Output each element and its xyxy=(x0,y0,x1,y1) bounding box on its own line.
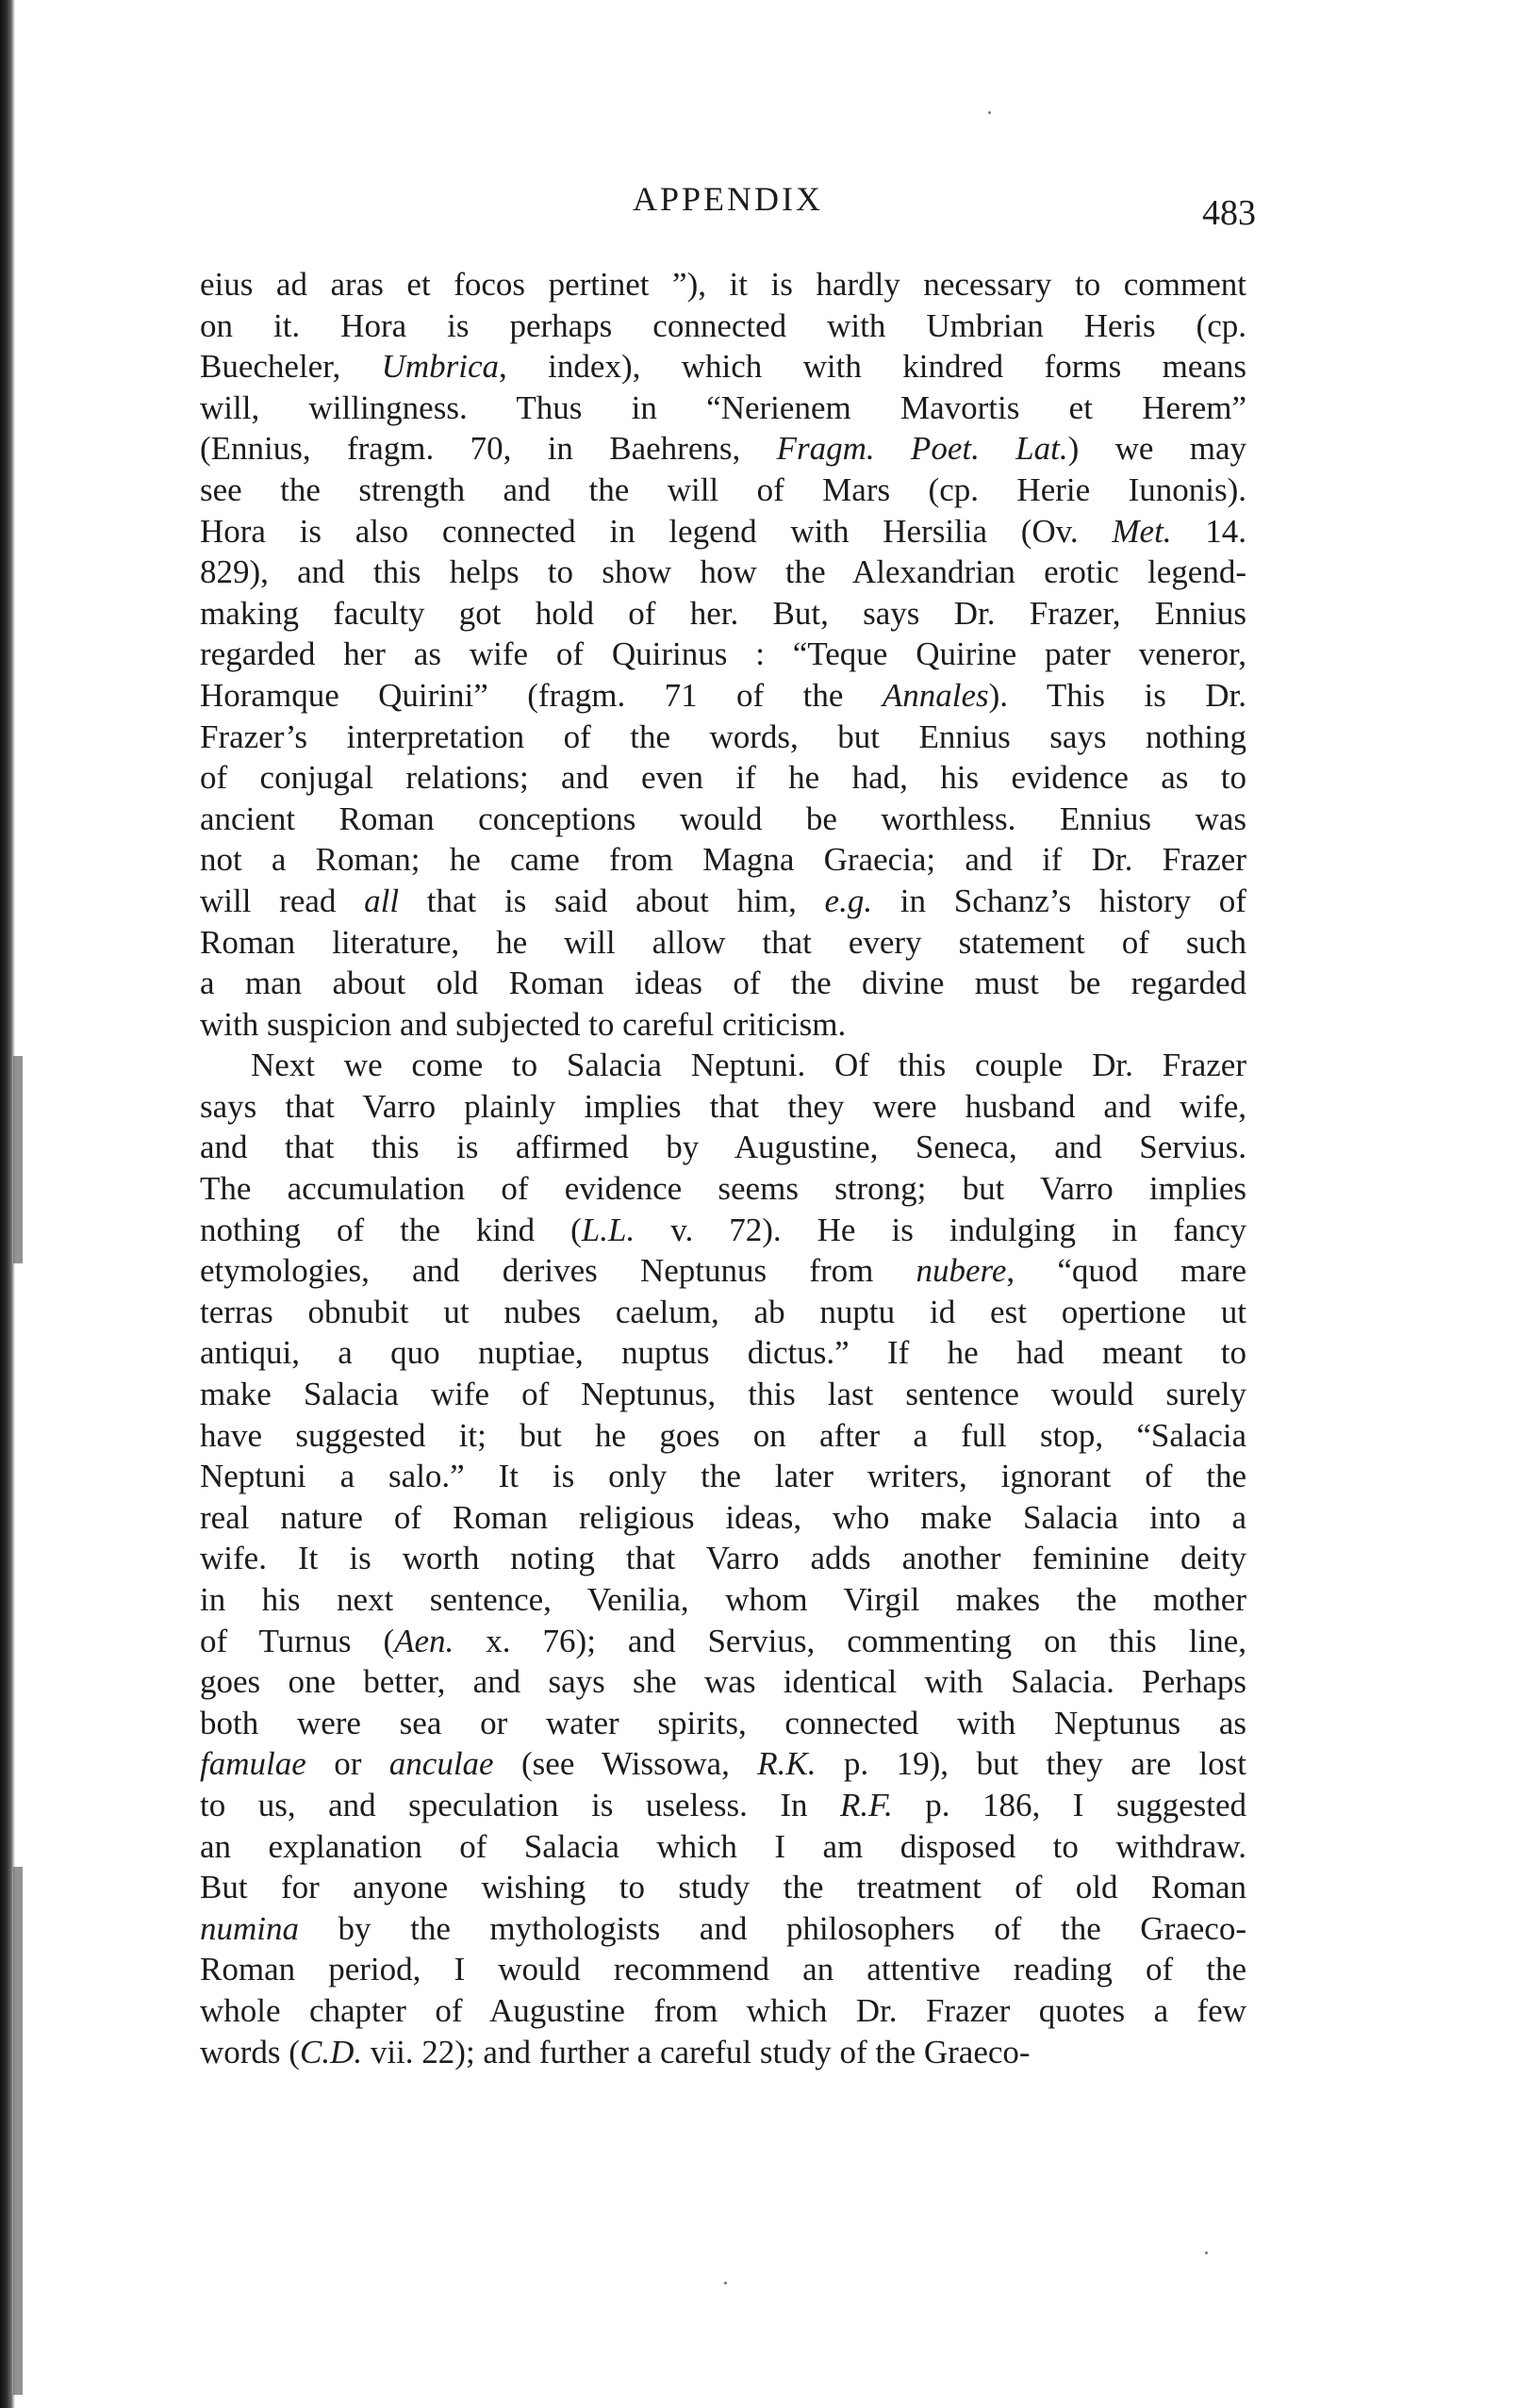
text-line: to us, and speculation is useless. In R.F. p. 186, I suggested xyxy=(200,1786,1246,1823)
text-line: see the strength and the will of Mars (cp. Herie Iunonis). xyxy=(200,470,1246,508)
binding-shadow xyxy=(13,1867,23,2395)
text-line: Horamque Quirini” (fragm. 71 of the Annales). This is Dr. xyxy=(200,676,1246,714)
text-line: eius ad aras et focos pertinet ”), it is hardly necessary to comment xyxy=(200,266,1246,303)
text-line: a man about old Roman ideas of the divine must be regarded xyxy=(200,965,1246,1002)
text-line: in his next sentence, Venilia, whom Virgil makes the mother xyxy=(200,1581,1246,1618)
text-line: will read all that is said about him, e.g. in Schanz’s history of xyxy=(200,882,1246,919)
text-line: Frazer’s interpretation of the words, but Ennius says nothing xyxy=(200,717,1246,755)
text-line: numina by the mythologists and philosophers of the Graeco- xyxy=(200,1909,1246,1947)
page-number: 483 xyxy=(1202,193,1256,233)
body-text xyxy=(200,264,1246,2072)
text-line: real nature of Roman religious ideas, who make Salacia into a xyxy=(200,1498,1246,1536)
text-line: of conjugal relations; and even if he had, his evidence as to xyxy=(200,759,1246,797)
text-line: and that this is affirmed by Augustine, Seneca, and Servius. xyxy=(200,1129,1246,1166)
text-line: goes one better, and says she was identical with Salacia. Perhaps xyxy=(200,1663,1246,1701)
text-line: Roman literature, he will allow that every statement of such xyxy=(200,923,1246,961)
text-line: antiqui, a quo nuptiae, nuptus dictus.” If he had meant to xyxy=(200,1334,1246,1372)
text-line: ancient Roman conceptions would be worthless. Ennius was xyxy=(200,800,1246,837)
page-header xyxy=(200,179,1256,236)
text-line: of Turnus (Aen. x. 76); and Servius, commenting on this line, xyxy=(200,1622,1246,1659)
text-line: wife. It is worth noting that Varro adds another feminine deity xyxy=(200,1540,1246,1577)
running-title: APPENDIX xyxy=(632,180,823,218)
scan-speck xyxy=(724,2282,727,2284)
text-line: not a Roman; he came from Magna Graecia; and if Dr. Frazer xyxy=(200,841,1246,879)
text-line: both were sea or water spirits, connected with Neptunus as xyxy=(200,1704,1246,1741)
text-line: terras obnubit ut nubes caelum, ab nuptu id est opertione ut xyxy=(200,1293,1246,1330)
text-line: famulae or anculae (see Wissowa, R.K. p. 19), but they are lost xyxy=(200,1745,1247,1783)
text-line: whole chapter of Augustine from which Dr. Frazer quotes a few xyxy=(200,1991,1246,2029)
scan-speck xyxy=(1205,2251,1208,2254)
text-line: Hora is also connected in legend with Hersilia (Ov. Met. 14. xyxy=(200,512,1247,550)
text-line: words (C.D. vii. 22); and further a careful study of the Graeco- xyxy=(200,2033,1031,2070)
text-line: etymologies, and derives Neptunus from nubere, “quod mare xyxy=(200,1252,1247,1290)
text-line: an explanation of Salacia which I am disposed to withdraw. xyxy=(200,1827,1246,1865)
text-line: have suggested it; but he goes on after a full stop, “Salacia xyxy=(200,1416,1246,1454)
text-line: Buecheler, Umbrica, index), which with kindred forms means xyxy=(200,348,1247,386)
scan-speck xyxy=(988,111,991,114)
text-line: with suspicion and subjected to careful criticism. xyxy=(200,1005,847,1043)
text-line: on it. Hora is perhaps connected with Umbrian Heris (cp. xyxy=(200,306,1246,344)
text-line: making faculty got hold of her. But, says Dr. Frazer, Ennius xyxy=(200,594,1246,632)
text-line: make Salacia wife of Neptunus, this last sentence would surely xyxy=(200,1376,1246,1413)
text-line: Next we come to Salacia Neptuni. Of this couple Dr. Frazer xyxy=(251,1047,1246,1084)
text-line: Roman period, I would recommend an attentive reading of the xyxy=(200,1951,1246,1988)
text-line: 829), and this helps to show how the Alexandrian erotic legend- xyxy=(200,553,1246,591)
text-line: says that Varro plainly implies that they were husband and wife, xyxy=(200,1087,1246,1125)
binding-shadow xyxy=(13,1056,23,1263)
text-line: nothing of the kind (L.L. v. 72). He is indulging in fancy xyxy=(200,1211,1246,1248)
text-line: will, willingness. Thus in “Nerienem Mavortis et Herem” xyxy=(200,388,1246,426)
text-line: The accumulation of evidence seems strong; but Varro implies xyxy=(200,1170,1246,1208)
text-line: But for anyone wishing to study the treatment of old Roman xyxy=(200,1869,1246,1906)
text-line: (Ennius, fragm. 70, in Baehrens, Fragm. Poet. Lat.) we may xyxy=(200,430,1247,468)
text-line: regarded her as wife of Quirinus : “Teque Quirine pater veneror, xyxy=(200,635,1246,673)
text-line: Neptuni a salo.” It is only the later writers, ignorant of the xyxy=(200,1458,1246,1495)
